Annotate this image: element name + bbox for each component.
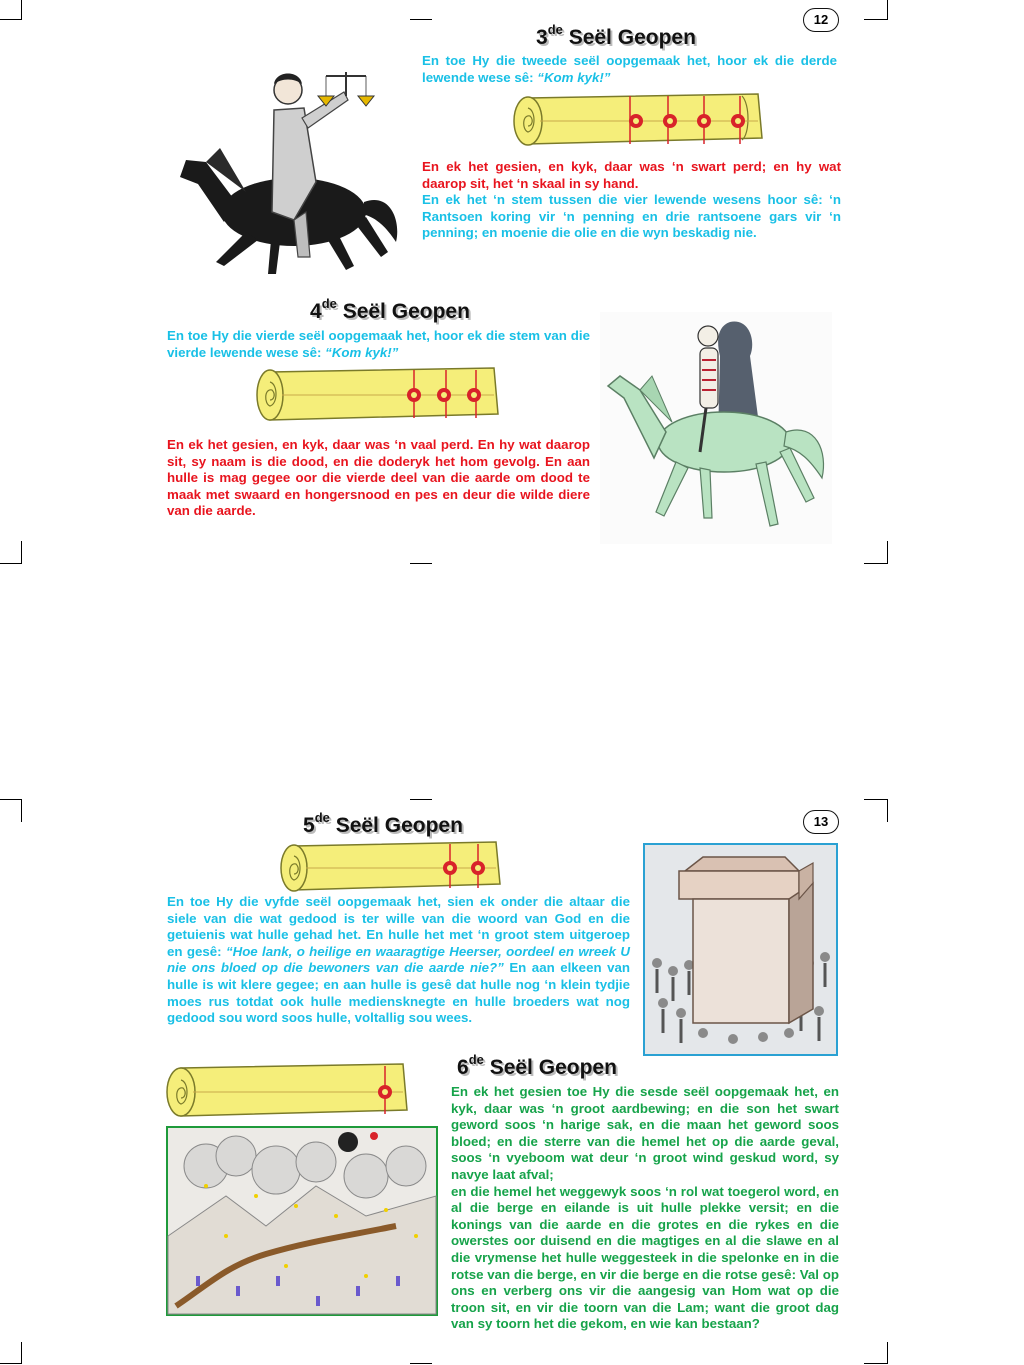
seal3-intro-block (422, 53, 837, 86)
seal5-title (303, 812, 463, 838)
seal5-text-a: En toe Hy die vyfde seël oopgemaak het, sien ek onder die altaar die siele van die wat gedood is ter wille van die woord van God en die getuienis wat hulle gehad het. En hulle het met ‘n groot stem uitgeroep en gesê: (167, 894, 630, 959)
seal5-text (167, 894, 630, 1027)
seal5-quote: “Hoe lank, o heilige en waaragtige Heerser, oordeel en wreek U nie ons bloed op die bewoners van die aarde nie?” (167, 943, 630, 976)
seal4-intro (167, 328, 590, 361)
seal6-body (451, 1084, 839, 1333)
seal3-title (536, 24, 696, 50)
seal4-intro-block (167, 328, 590, 361)
seal3-intro (422, 53, 837, 86)
seal3-body (422, 159, 841, 242)
seal6-title-num: 6 (457, 1056, 469, 1079)
seal6-title (457, 1054, 617, 1080)
seal5-title-rest: Seël Geopen (329, 814, 463, 837)
seal4-red-text: En ek het gesien, en kyk, daar was ‘n vaal perd. En hy wat daarop sit, sy naam is die dood, en die doderyk het hom gevolg. En aan hulle is mag gegee oor die vierde deel van die aarde om dood te maak met swaard en hongersnood en pes en deur die wilde diere van die aarde. (167, 437, 590, 519)
scroll-icon (278, 838, 504, 894)
seal3-red-text: En ek het gesien, en kyk, daar was ‘n swart perd; en hy wat daarop sit, het ‘n skaal in sy hand. (422, 159, 841, 191)
seal4-body (167, 437, 590, 520)
page-number: 12 (803, 8, 839, 32)
seal5-title-num: 5 (303, 814, 315, 837)
scroll-icon (254, 362, 504, 424)
black-horse-illustration (176, 52, 408, 280)
seal6-text-a: En ek het gesien toe Hy die sesde seël oopgemaak het, en kyk, daar was ‘n groot aardbewing; en die son het swart geword soos ‘n harige sak, en die maan het geword soos bloed; en die sterre van die hemel het op die aarde geval, soos ‘n vyeboom wat deur ‘n groot wind geskud word, sy navye laat afval; (451, 1084, 839, 1182)
seal5-text-b: En aan elkeen van hulle is wit klere gegee; en aan hulle is gesê dat hulle nog ‘n klein tydjie moes rus totdat ook hulle mediensknegte en hulle broeders wat nog gedood sou word soos hulle, voltallig sou wees. (167, 960, 630, 1026)
scroll-icon (163, 1060, 413, 1120)
seal4-intro-text: En toe Hy die vierde seël oopgemaak het, hoor ek die stem van die vierde lewende wese sê: (167, 328, 590, 360)
seal3-title-sup: de (547, 22, 563, 37)
seal4-intro-quote: “Kom kyk!” (325, 344, 399, 360)
seal5-title-sup: de (314, 810, 330, 825)
earthquake-illustration (166, 1126, 438, 1316)
seal6-title-sup: de (468, 1052, 484, 1067)
seal6-text-b: en die hemel het weggewyk soos ‘n rol wat toegerol word, en al die berge en eilande is uit hulle plekke versit; en die konings van die aarde en die grotes en die rykes en die owerstes oor duisend en die magtiges en al die slawe en al die vrymense het hulle weggesteek in die spelonke en in die rotse van die berge, en vir die berge en die rotse gesê: Val op ons en verberg ons vir die aangesig van Hom wat op die troon sit, en vir die toorn van die Lam; want die groot dag van sy toorn het die gekom, en wie kan bestaan? (451, 1183, 839, 1332)
seal3-intro-text: En toe Hy die tweede seël oopgemaak het, hoor ek die derde lewende wese sê: (422, 53, 837, 85)
seal3-cyan-text: En ek het ‘n stem tussen die vier lewende wesens hoor sê: ‘n Rantsoen koring vir ‘n penning en drie rantsoene gars vir ‘n penning; en moenie die olie en die wyn beskadig nie. (422, 192, 841, 241)
page-number: 13 (803, 810, 839, 834)
seal4-title-rest: Seël Geopen (336, 300, 470, 323)
seal5-body (167, 894, 630, 1027)
seal6-title-rest: Seël Geopen (483, 1056, 617, 1079)
seal3-intro-quote: “Kom kyk!” (537, 69, 611, 85)
seal3-title-rest: Seël Geopen (562, 26, 696, 49)
pale-horse-illustration (600, 312, 832, 544)
seal4-title-sup: de (321, 296, 337, 311)
altar-illustration (643, 843, 838, 1056)
seal3-title-num: 3 (536, 26, 548, 49)
seal4-title (310, 298, 470, 324)
seal4-title-num: 4 (310, 300, 322, 323)
scroll-icon (510, 90, 770, 148)
